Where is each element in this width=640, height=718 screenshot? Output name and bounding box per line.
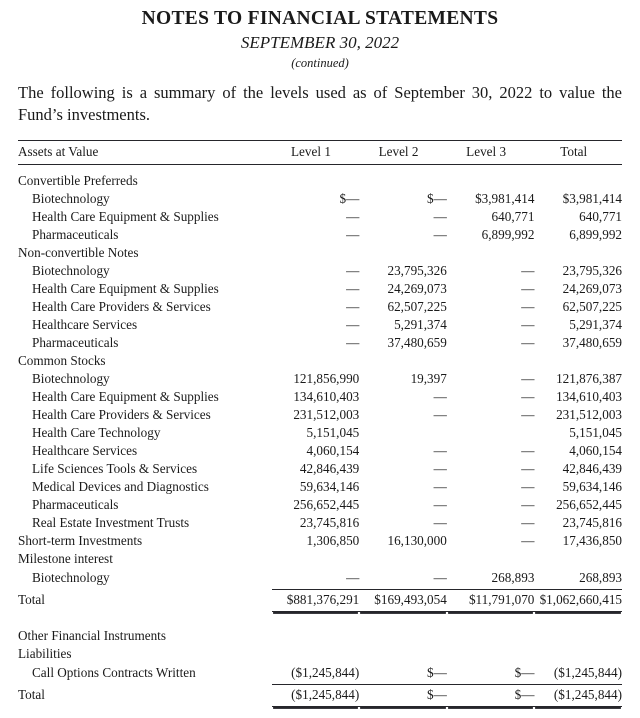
table-row — [18, 208, 622, 226]
cell-value: 23,795,326 — [387, 263, 447, 279]
column-header-level-3: Level 3 — [466, 143, 507, 159]
intro-paragraph — [18, 82, 622, 126]
cell-level-2 — [359, 370, 447, 388]
table-row — [18, 244, 622, 262]
cell-value: 268,893 — [534, 569, 622, 590]
cell-value: 5,151,045 — [569, 425, 622, 441]
row-label: Common Stocks — [18, 353, 106, 369]
table-row — [18, 316, 622, 334]
cell-level-2 — [359, 514, 447, 532]
cell-level-1 — [272, 352, 360, 370]
cell-value: 37,480,659 — [562, 335, 622, 351]
cell-level-1 — [272, 550, 360, 568]
row-label: Total — [18, 592, 45, 608]
cell-value: — — [346, 263, 360, 279]
cell-value: $— — [427, 191, 447, 207]
cell-level-3 — [447, 590, 535, 616]
cell-value: — — [346, 299, 360, 315]
cell-level-total — [534, 663, 622, 685]
cell-level-3 — [447, 496, 535, 514]
cell-value: — — [521, 461, 535, 477]
cell-level-total — [534, 388, 622, 406]
cell-level-total — [534, 226, 622, 244]
cell-value: — — [433, 209, 447, 225]
row-label: Life Sciences Tools & Services — [32, 461, 198, 477]
row-label: Healthcare Services — [32, 443, 138, 459]
cell-value: 121,856,990 — [293, 371, 360, 387]
cell-value: 42,846,439 — [562, 461, 622, 477]
cell-level-2 — [359, 442, 447, 460]
cell-level-1 — [272, 590, 360, 616]
cell-value: — — [433, 515, 447, 531]
cell-value: — — [359, 569, 447, 590]
row-label: Biotechnology — [32, 263, 110, 279]
cell-value: 24,269,073 — [562, 281, 622, 297]
table-row — [18, 478, 622, 496]
cell-level-total — [534, 352, 622, 370]
cell-level-3 — [447, 334, 535, 352]
cell-value: — — [521, 515, 535, 531]
cell-value: 268,893 — [447, 569, 535, 590]
cell-level-total — [534, 262, 622, 280]
table-spacer-row — [18, 616, 622, 627]
cell-value: $1,062,660,415 — [534, 591, 622, 612]
cell-level-1 — [272, 316, 360, 334]
cell-value: — — [521, 335, 535, 351]
table-row — [18, 280, 622, 298]
cell-level-2 — [359, 244, 447, 262]
cell-level-total — [534, 334, 622, 352]
cell-level-total — [534, 316, 622, 334]
cell-level-1 — [272, 298, 360, 316]
cell-level-3 — [447, 172, 535, 190]
cell-level-2 — [359, 190, 447, 208]
cell-value: $— — [447, 664, 535, 685]
cell-level-2 — [359, 627, 447, 645]
cell-level-total — [534, 514, 622, 532]
row-label: Convertible Preferreds — [18, 173, 138, 189]
cell-level-1 — [272, 280, 360, 298]
cell-value: — — [521, 533, 535, 549]
cell-value: 37,480,659 — [387, 335, 447, 351]
cell-level-1 — [272, 645, 360, 663]
cell-value: — — [433, 407, 447, 423]
table-row — [18, 645, 622, 663]
page-title: NOTES TO FINANCIAL STATEMENTS — [141, 8, 499, 29]
cell-level-total — [534, 298, 622, 316]
cell-level-3 — [447, 550, 535, 568]
cell-value: 4,060,154 — [569, 443, 622, 459]
cell-level-total — [534, 442, 622, 460]
row-label: Biotechnology — [32, 371, 110, 387]
cell-level-1 — [272, 460, 360, 478]
row-label: Health Care Technology — [32, 425, 161, 441]
page-subtitle-date: SEPTEMBER 30, 2022 — [240, 33, 400, 53]
cell-value: $— — [339, 191, 360, 207]
table-row — [18, 352, 622, 370]
cell-level-total — [534, 590, 622, 616]
cell-level-2 — [359, 568, 447, 590]
table-row — [18, 424, 622, 442]
document-page — [0, 8, 640, 718]
cell-level-3 — [447, 478, 535, 496]
table-head — [18, 140, 622, 173]
cell-value: 16,130,000 — [387, 533, 447, 549]
table-row — [18, 685, 622, 711]
cell-level-1 — [272, 532, 360, 550]
table-row — [18, 550, 622, 568]
table-row — [18, 442, 622, 460]
cell-level-3 — [447, 226, 535, 244]
cell-level-1 — [272, 334, 360, 352]
cell-level-3 — [447, 280, 535, 298]
cell-level-3 — [447, 406, 535, 424]
cell-value: 256,652,445 — [293, 497, 360, 513]
cell-value: — — [433, 227, 447, 243]
cell-level-3 — [447, 352, 535, 370]
cell-value: — — [433, 479, 447, 495]
intro-line-2: value the Fund’s investments. — [18, 83, 623, 125]
cell-level-3 — [447, 388, 535, 406]
cell-level-total — [534, 406, 622, 424]
cell-level-3 — [447, 532, 535, 550]
cell-value: 42,846,439 — [299, 461, 360, 477]
table-row — [18, 568, 622, 590]
cell-level-total — [534, 532, 622, 550]
row-label: Non-convertible Notes — [18, 245, 139, 261]
row-label: Call Options Contracts Written — [32, 665, 196, 681]
cell-value: 17,436,850 — [562, 533, 622, 549]
cell-level-total — [534, 370, 622, 388]
cell-level-1 — [272, 172, 360, 190]
cell-level-3 — [447, 316, 535, 334]
cell-level-2 — [359, 298, 447, 316]
cell-value: 256,652,445 — [556, 497, 622, 513]
row-label: Healthcare Services — [32, 317, 138, 333]
cell-value: — — [521, 317, 535, 333]
cell-level-2 — [359, 316, 447, 334]
table-row — [18, 514, 622, 532]
cell-level-3 — [447, 514, 535, 532]
cell-value: 6,899,992 — [569, 227, 622, 243]
cell-level-total — [534, 190, 622, 208]
row-label: Health Care Equipment & Supplies — [32, 281, 219, 297]
cell-value: — — [433, 497, 447, 513]
cell-level-2 — [359, 262, 447, 280]
cell-level-1 — [272, 226, 360, 244]
cell-value: 62,507,225 — [562, 299, 622, 315]
cell-level-3 — [447, 663, 535, 685]
cell-value: — — [433, 443, 447, 459]
cell-level-total — [534, 550, 622, 568]
cell-level-3 — [447, 442, 535, 460]
row-label: Biotechnology — [32, 570, 110, 586]
cell-level-3 — [447, 244, 535, 262]
cell-value: 5,151,045 — [306, 425, 360, 441]
cell-level-3 — [447, 460, 535, 478]
row-label: Pharmaceuticals — [32, 497, 119, 513]
cell-level-total — [534, 685, 622, 711]
cell-value: $11,791,070 — [447, 591, 535, 612]
cell-value: — — [272, 569, 360, 590]
cell-level-total — [534, 172, 622, 190]
cell-value: — — [521, 443, 535, 459]
cell-level-2 — [359, 226, 447, 244]
cell-level-3 — [447, 208, 535, 226]
cell-level-1 — [272, 406, 360, 424]
cell-level-3 — [447, 424, 535, 442]
cell-value: — — [521, 389, 535, 405]
cell-level-3 — [447, 645, 535, 663]
row-label: Health Care Equipment & Supplies — [32, 389, 219, 405]
cell-value: 1,306,850 — [306, 533, 360, 549]
row-label: Total — [18, 687, 45, 703]
cell-value: $— — [359, 664, 447, 685]
cell-value: 4,060,154 — [306, 443, 360, 459]
table-row — [18, 262, 622, 280]
table-row — [18, 406, 622, 424]
cell-value: — — [433, 461, 447, 477]
cell-value: ($1,245,844) — [272, 686, 360, 707]
cell-level-2 — [359, 532, 447, 550]
cell-value: 640,771 — [491, 209, 535, 225]
table-row — [18, 460, 622, 478]
row-label: Real Estate Investment Trusts — [32, 515, 190, 531]
cell-value: $169,493,054 — [359, 591, 447, 612]
cell-level-1 — [272, 442, 360, 460]
cell-level-2 — [359, 590, 447, 616]
cell-value: 134,610,403 — [293, 389, 360, 405]
cell-level-3 — [447, 262, 535, 280]
cell-value: — — [521, 407, 535, 423]
cell-value: — — [346, 335, 360, 351]
cell-level-3 — [447, 627, 535, 645]
cell-level-3 — [447, 190, 535, 208]
continued-label: (continued) — [291, 55, 349, 70]
cell-value: — — [521, 497, 535, 513]
table-row — [18, 590, 622, 616]
fair-value-levels-table — [18, 140, 622, 712]
row-label: Health Care Providers & Services — [32, 407, 211, 423]
cell-value: 231,512,003 — [293, 407, 360, 423]
table-row — [18, 226, 622, 244]
cell-level-2 — [359, 208, 447, 226]
cell-level-2 — [359, 172, 447, 190]
cell-level-1 — [272, 685, 360, 711]
table-row — [18, 334, 622, 352]
table-row — [18, 172, 622, 190]
cell-level-1 — [272, 496, 360, 514]
cell-level-total — [534, 280, 622, 298]
table-row — [18, 532, 622, 550]
cell-value: ($1,245,844) — [272, 664, 360, 685]
cell-level-1 — [272, 244, 360, 262]
cell-level-total — [534, 478, 622, 496]
cell-level-2 — [359, 478, 447, 496]
cell-value: 19,397 — [410, 371, 447, 387]
cell-level-total — [534, 424, 622, 442]
cell-value: 134,610,403 — [556, 389, 622, 405]
row-label: Milestone interest — [18, 551, 113, 567]
cell-level-1 — [272, 514, 360, 532]
cell-value: — — [346, 281, 360, 297]
cell-level-2 — [359, 685, 447, 711]
cell-level-2 — [359, 424, 447, 442]
cell-value: 23,745,816 — [299, 515, 360, 531]
cell-level-2 — [359, 280, 447, 298]
intro-line-1: The following is a summary of the levels used as of September 30, 2022 to — [18, 83, 553, 103]
table-row — [18, 388, 622, 406]
table-body — [18, 172, 622, 711]
row-label: Health Care Equipment & Supplies — [32, 209, 219, 225]
cell-level-3 — [447, 685, 535, 711]
cell-level-1 — [272, 568, 360, 590]
cell-level-total — [534, 460, 622, 478]
row-label: Liabilities — [18, 646, 72, 662]
cell-level-total — [534, 645, 622, 663]
row-label: Pharmaceuticals — [32, 335, 119, 351]
column-header-total: Total — [560, 143, 588, 159]
cell-value: ($1,245,844) — [534, 664, 622, 685]
cell-value: 62,507,225 — [387, 299, 447, 315]
row-label: Biotechnology — [32, 191, 110, 207]
cell-level-1 — [272, 627, 360, 645]
cell-level-total — [534, 568, 622, 590]
cell-value: 23,795,326 — [562, 263, 622, 279]
cell-level-1 — [272, 424, 360, 442]
cell-value: 231,512,003 — [556, 407, 622, 423]
cell-level-total — [534, 244, 622, 262]
cell-value: 59,634,146 — [299, 479, 360, 495]
cell-value: 59,634,146 — [562, 479, 622, 495]
table-row — [18, 190, 622, 208]
cell-level-2 — [359, 406, 447, 424]
cell-value: — — [521, 299, 535, 315]
cell-level-3 — [447, 568, 535, 590]
cell-value: — — [346, 317, 360, 333]
cell-level-2 — [359, 460, 447, 478]
cell-value: — — [433, 389, 447, 405]
cell-level-2 — [359, 334, 447, 352]
cell-value: 24,269,073 — [387, 281, 447, 297]
cell-value: 5,291,374 — [394, 317, 447, 333]
cell-level-total — [534, 208, 622, 226]
cell-value: — — [521, 479, 535, 495]
table-row — [18, 496, 622, 514]
cell-level-2 — [359, 388, 447, 406]
table-header-row — [18, 140, 622, 164]
cell-value: 5,291,374 — [569, 317, 622, 333]
cell-level-3 — [447, 370, 535, 388]
cell-level-2 — [359, 352, 447, 370]
cell-value: — — [521, 281, 535, 297]
column-header-level-1: Level 1 — [291, 143, 331, 159]
cell-value: — — [346, 209, 360, 225]
cell-level-total — [534, 627, 622, 645]
table-row — [18, 370, 622, 388]
cell-level-2 — [359, 663, 447, 685]
row-label: Other Financial Instruments — [18, 628, 166, 644]
cell-level-1 — [272, 262, 360, 280]
cell-level-3 — [447, 298, 535, 316]
column-header-level-2: Level 2 — [378, 143, 419, 159]
table-header-spacer — [18, 165, 622, 173]
cell-value: $881,376,291 — [272, 591, 360, 612]
cell-level-2 — [359, 645, 447, 663]
cell-value: 121,876,387 — [556, 371, 622, 387]
cell-level-total — [534, 496, 622, 514]
cell-value: — — [521, 263, 535, 279]
table-row — [18, 298, 622, 316]
cell-value: 23,745,816 — [562, 515, 622, 531]
cell-level-1 — [272, 663, 360, 685]
cell-level-1 — [272, 190, 360, 208]
cell-value: $3,981,414 — [562, 191, 622, 207]
table-row — [18, 663, 622, 685]
table-row — [18, 627, 622, 645]
cell-value: $— — [447, 686, 535, 707]
cell-value: — — [521, 371, 535, 387]
row-label: Pharmaceuticals — [32, 227, 119, 243]
column-header-assets: Assets at Value — [18, 143, 99, 159]
cell-level-1 — [272, 370, 360, 388]
row-label: Short-term Investments — [18, 533, 143, 549]
cell-level-1 — [272, 478, 360, 496]
cell-level-2 — [359, 496, 447, 514]
cell-value: $3,981,414 — [475, 191, 535, 207]
row-label: Health Care Providers & Services — [32, 299, 211, 315]
cell-value: — — [346, 227, 360, 243]
cell-value: ($1,245,844) — [534, 686, 622, 707]
cell-value: 640,771 — [579, 209, 622, 225]
cell-level-2 — [359, 550, 447, 568]
cell-value: 6,899,992 — [481, 227, 535, 243]
cell-level-1 — [272, 208, 360, 226]
cell-level-1 — [272, 388, 360, 406]
row-label: Medical Devices and Diagnostics — [32, 479, 209, 495]
cell-value: $— — [359, 686, 447, 707]
